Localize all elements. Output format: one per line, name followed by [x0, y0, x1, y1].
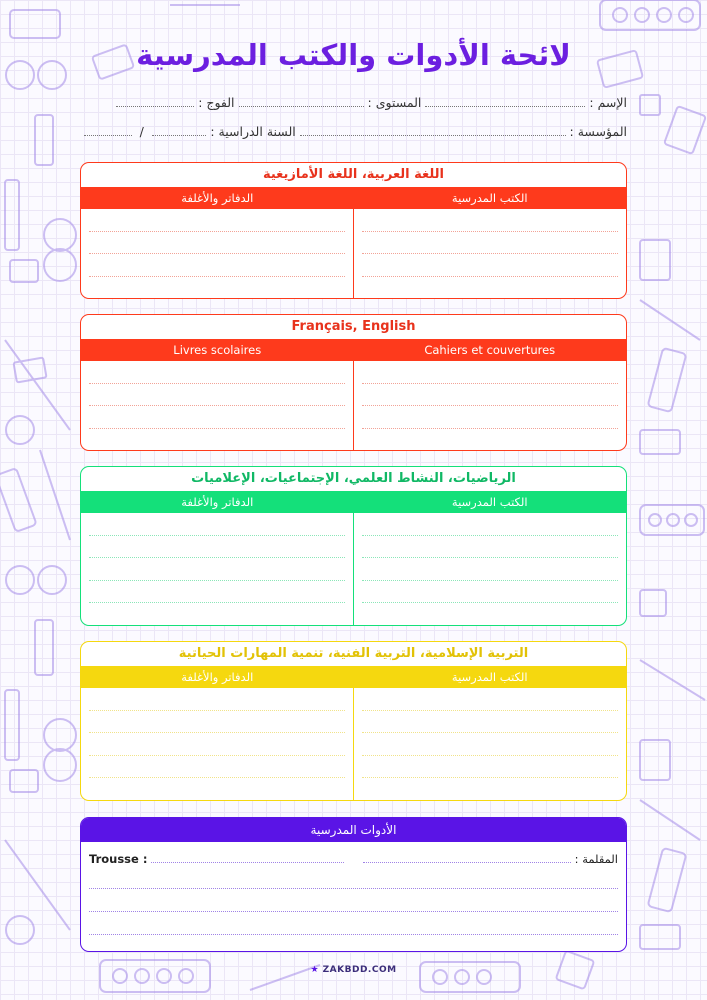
- section-body: [81, 361, 626, 451]
- info-row-2: [80, 124, 627, 146]
- group-field[interactable]: [116, 97, 194, 107]
- star-icon: ★: [310, 965, 320, 975]
- section-header: [81, 491, 626, 513]
- section-islamic-art: [80, 641, 627, 801]
- pencil-case-ar: [359, 852, 618, 866]
- tools-line[interactable]: [89, 912, 618, 935]
- section-arabic-amazigh: [80, 162, 627, 299]
- trousse-label: Trousse :: [89, 852, 148, 866]
- column-left[interactable]: [81, 361, 354, 451]
- school-label: المؤسسة :: [569, 124, 627, 139]
- section-body: [81, 513, 626, 626]
- footer-watermark: [0, 965, 707, 975]
- column-left[interactable]: [81, 513, 354, 626]
- section-school-tools: [80, 817, 627, 952]
- column-right[interactable]: [354, 209, 627, 299]
- section-title: التربية الإسلامية، التربية الفنية، تنمية المهارات الحياتية: [178, 646, 529, 661]
- info-row-1: [80, 95, 627, 117]
- year-label: السنة الدراسية :: [210, 124, 296, 139]
- section-title: Français, English: [291, 319, 416, 334]
- column-right[interactable]: [354, 361, 627, 451]
- section-header: [81, 187, 626, 209]
- header-left: Livres scolaires: [173, 343, 262, 357]
- section-body: [81, 209, 626, 299]
- pencil-case-fr: [89, 852, 348, 866]
- level-label: المستوى :: [367, 95, 422, 110]
- pencil-case-label: المقلمة :: [574, 852, 618, 866]
- header-right: Cahiers et couvertures: [424, 343, 556, 357]
- trousse-field[interactable]: [151, 854, 344, 863]
- tools-line[interactable]: [89, 866, 618, 889]
- section-math-science: [80, 466, 627, 626]
- header-right: الكتب المدرسية: [451, 191, 528, 205]
- year-slash: /: [139, 124, 144, 139]
- column-left[interactable]: [81, 688, 354, 801]
- header-left: الدفاتر والأغلفة: [181, 495, 254, 509]
- header-left: الدفاتر والأغلفة: [181, 670, 254, 684]
- section-french-english: [80, 314, 627, 451]
- group-label: الفوج :: [198, 95, 235, 110]
- column-right[interactable]: [354, 513, 627, 626]
- name-field[interactable]: [425, 97, 585, 107]
- page-title: لائحة الأدوات والكتب المدرسية: [136, 38, 571, 72]
- year-field-start[interactable]: [84, 126, 132, 136]
- name-label: الإسم :: [589, 95, 627, 110]
- section-title: الرياضيات، النشاط العلمي، الإجتماعيات، الإعلاميات: [191, 471, 516, 486]
- tools-line[interactable]: [89, 889, 618, 912]
- pencil-case-row: [81, 842, 626, 866]
- footer-text: ZAKBDD.COM: [322, 965, 397, 975]
- header-left: الدفاتر والأغلفة: [181, 191, 254, 205]
- column-left[interactable]: [81, 209, 354, 299]
- section-header: [81, 666, 626, 688]
- section-body: [81, 688, 626, 801]
- section-header: [81, 339, 626, 361]
- year-field-end[interactable]: [152, 126, 207, 136]
- level-field[interactable]: [239, 97, 364, 107]
- tools-title: الأدوات المدرسية: [81, 818, 626, 842]
- column-right[interactable]: [354, 688, 627, 801]
- section-title: اللغة العربية، اللغة الأمازيغية: [262, 167, 445, 182]
- pencil-case-field[interactable]: [363, 854, 571, 863]
- header-right: الكتب المدرسية: [451, 670, 528, 684]
- school-field[interactable]: [300, 126, 566, 136]
- header-right: الكتب المدرسية: [451, 495, 528, 509]
